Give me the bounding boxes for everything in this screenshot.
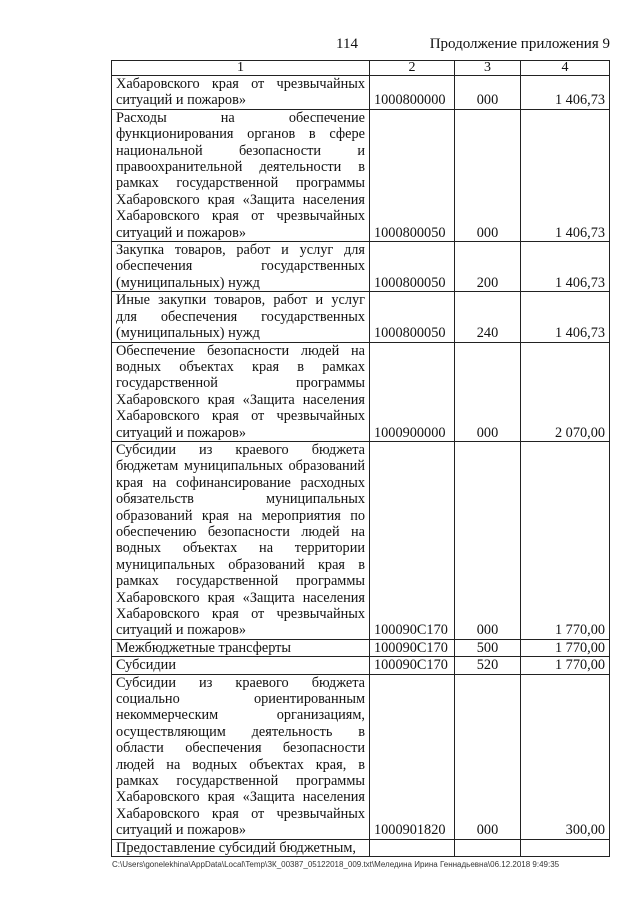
- table-row: [112, 674, 610, 839]
- file-path-footer: C:\Users\gonelekhina\AppData\Local\Temp\ЗК_00387_05122018_009.txt\Меледина Ирина Геннадьевна\06.12.2018 9:49:35: [112, 860, 560, 869]
- row-type: 000: [455, 76, 521, 110]
- table-row: [112, 657, 610, 674]
- row-name: Субсидии: [112, 657, 370, 674]
- table-row: [112, 109, 610, 241]
- table-row: [112, 639, 610, 656]
- row-type: [455, 839, 521, 856]
- row-amount: 1 406,73: [521, 292, 610, 342]
- row-type: 240: [455, 292, 521, 342]
- row-name: Расходы на обеспечение функционирования органов в сфере национальной безопасности и правоохранительной деятельности в рамках государственной программы Хабаровского края «Защита населения Хабаровского края от чрезвычайных ситуаций и пожаров»: [112, 109, 370, 241]
- row-amount: 1 770,00: [521, 441, 610, 639]
- column-header: 3: [455, 61, 521, 76]
- row-type: 520: [455, 657, 521, 674]
- row-code: 100090С170: [370, 639, 455, 656]
- row-code: 1000900000: [370, 342, 455, 441]
- table-header-row: [112, 61, 610, 76]
- budget-table: [111, 60, 610, 857]
- row-amount: 1 770,00: [521, 639, 610, 656]
- table-row: [112, 839, 610, 856]
- row-name: Межбюджетные трансферты: [112, 639, 370, 656]
- row-amount: 1 406,73: [521, 76, 610, 110]
- table-row: [112, 76, 610, 110]
- row-type: 000: [455, 674, 521, 839]
- table-row: [112, 242, 610, 292]
- row-code: 1000800000: [370, 76, 455, 110]
- row-amount: 300,00: [521, 674, 610, 839]
- row-amount: [521, 839, 610, 856]
- column-header: 2: [370, 61, 455, 76]
- row-name: Субсидии из краевого бюджета бюджетам муниципальных образований края на софинансирование расходных обязательств муниципальных образований края на мероприятия по обеспечению безопасности людей на водных объектах на территории муниципальных образований края в рамках государственной программы Хабаровского края «Защита населения Хабаровского края от чрезвычайных ситуаций и пожаров»: [112, 441, 370, 639]
- row-name: Закупка товаров, работ и услуг для обеспечения государственных (муниципальных) нужд: [112, 242, 370, 292]
- row-type: 200: [455, 242, 521, 292]
- column-header: 1: [112, 61, 370, 76]
- row-name: Хабаровского края от чрезвычайных ситуаций и пожаров»: [112, 76, 370, 110]
- row-amount: 2 070,00: [521, 342, 610, 441]
- row-type: 500: [455, 639, 521, 656]
- row-amount: 1 406,73: [521, 242, 610, 292]
- row-code: 100090С170: [370, 657, 455, 674]
- table-row: [112, 441, 610, 639]
- page-number: 114: [336, 36, 358, 52]
- table-row: [112, 342, 610, 441]
- row-amount: 1 406,73: [521, 109, 610, 241]
- row-code: 1000800050: [370, 109, 455, 241]
- row-code: 1000901820: [370, 674, 455, 839]
- column-header: 4: [521, 61, 610, 76]
- row-code: 1000800050: [370, 292, 455, 342]
- row-name: Субсидии из краевого бюджета социально ориентированным некоммерческим организациям, осуществляющим деятельность в области обеспечения безопасности людей на водных объектах края, в рамках государственной программы Хабаровского края «Защита населения Хабаровского края от чрезвычайных ситуаций и пожаров»: [112, 674, 370, 839]
- row-code: 1000800050: [370, 242, 455, 292]
- continuation-title: Продолжение приложения 9: [429, 36, 610, 52]
- row-code: 100090С170: [370, 441, 455, 639]
- row-type: 000: [455, 342, 521, 441]
- row-type: 000: [455, 441, 521, 639]
- row-name: Обеспечение безопасности людей на водных объектах края в рамках государственной программы Хабаровского края «Защита населения Хабаровского края от чрезвычайных ситуаций и пожаров»: [112, 342, 370, 441]
- row-name: Иные закупки товаров, работ и услуг для обеспечения государственных (муниципальных) нужд: [112, 292, 370, 342]
- row-type: 000: [455, 109, 521, 241]
- row-name: Предоставление субсидий бюджетным,: [112, 839, 370, 856]
- row-amount: 1 770,00: [521, 657, 610, 674]
- row-code: [370, 839, 455, 856]
- table-row: [112, 292, 610, 342]
